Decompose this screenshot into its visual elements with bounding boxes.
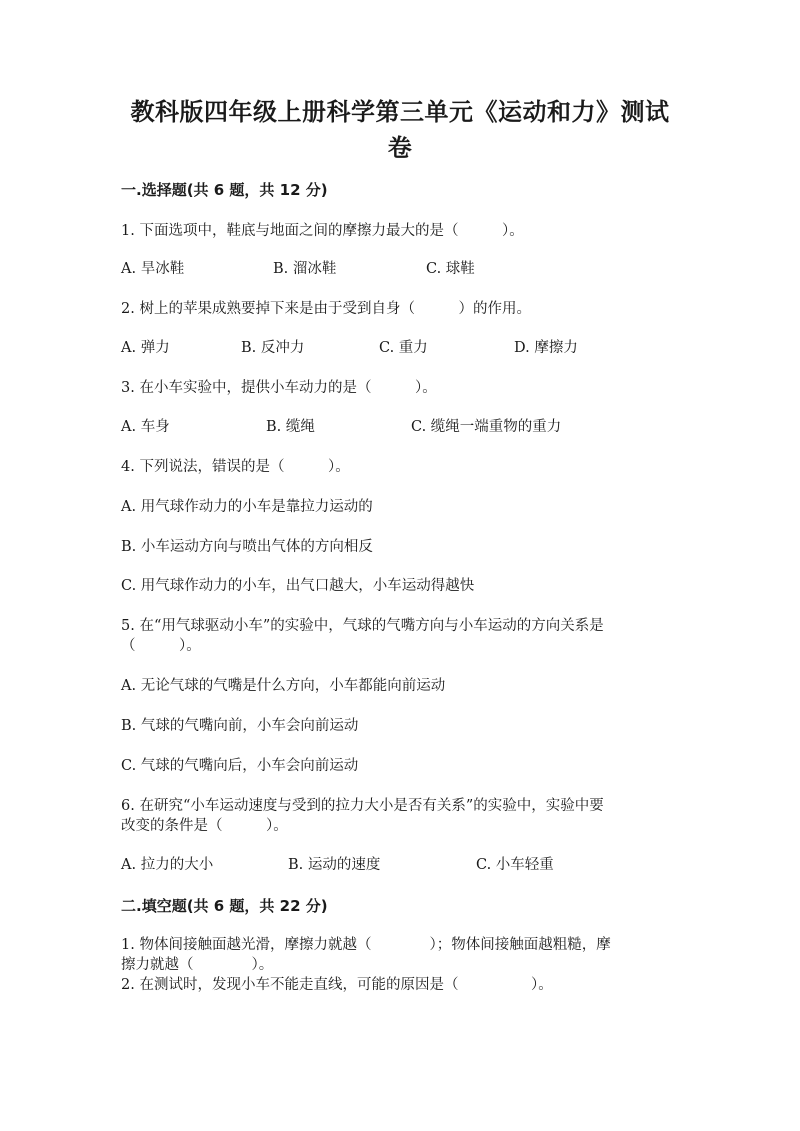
question-4-option-c: C. 用气球作动力的小车，出气口越大，小车运动得越快: [121, 578, 475, 594]
option-b: B. 缆绳: [266, 419, 315, 435]
question-2-options: [121, 338, 681, 358]
section-heading-fill-in: 二.填空题(共 6 题，共 22 分): [121, 897, 328, 915]
option-a: A. 旱冰鞋: [121, 261, 185, 277]
fill-question-1: [121, 935, 681, 975]
question-6: [121, 796, 681, 836]
fill-question-2: 2. 在测试时，发现小车不能走直线，可能的原因是（ ）。: [121, 977, 553, 993]
question-5-option-a: A. 无论气球的气嘴是什么方向，小车都能向前运动: [121, 678, 446, 694]
option-a: A. 车身: [121, 419, 170, 435]
question-2: 2. 树上的苹果成熟要掉下来是由于受到自身（ ）的作用。: [121, 301, 531, 317]
question-6-options: [121, 855, 681, 875]
option-a: A. 弹力: [121, 340, 170, 356]
question-6-line-2: 改变的条件是（ ）。: [121, 818, 288, 834]
question-4-option-a: A. 用气球作动力的小车是靠拉力运动的: [121, 499, 373, 515]
fill-question-1-line-2: 擦力就越（ ）。: [121, 957, 274, 973]
exam-title: [120, 94, 680, 166]
option-c: C. 球鞋: [426, 261, 475, 277]
option-c: C. 重力: [379, 340, 428, 356]
question-6-line-1: 6. 在研究“小车运动速度与受到的拉力大小是否有关系”的实验中，实验中要: [121, 798, 604, 814]
question-3-options: [121, 417, 681, 437]
question-5-line-1: 5. 在“用气球驱动小车”的实验中，气球的气嘴方向与小车运动的方向关系是: [121, 618, 604, 634]
section-heading-multiple-choice: 一.选择题(共 6 题，共 12 分): [121, 181, 328, 199]
option-c: C. 缆绳一端重物的重力: [411, 419, 562, 435]
option-b: B. 反冲力: [241, 340, 305, 356]
question-5: [121, 616, 681, 656]
option-c: C. 小车轻重: [476, 857, 554, 873]
question-5-line-2: （ ）。: [121, 638, 201, 654]
title-line-1: 教科版四年级上册科学第三单元《运动和力》测试: [130, 98, 670, 126]
question-4-option-b: B. 小车运动方向与喷出气体的方向相反: [121, 539, 373, 555]
option-b: B. 运动的速度: [288, 857, 381, 873]
title-line-2: 卷: [387, 134, 413, 162]
question-3: 3. 在小车实验中，提供小车动力的是（ ）。: [121, 380, 437, 396]
question-1-options: [121, 259, 681, 279]
question-4: 4. 下列说法，错误的是（ ）。: [121, 459, 350, 475]
option-a: A. 拉力的大小: [121, 857, 214, 873]
fill-question-1-line-1: 1. 物体间接触面越光滑，摩擦力就越（ ）；物体间接触面越粗糙，摩: [121, 937, 611, 953]
option-d: D. 摩擦力: [514, 340, 578, 356]
question-5-option-c: C. 气球的气嘴向后，小车会向前运动: [121, 758, 359, 774]
question-5-option-b: B. 气球的气嘴向前，小车会向前运动: [121, 718, 359, 734]
option-b: B. 溜冰鞋: [273, 261, 337, 277]
question-1: 1. 下面选项中，鞋底与地面之间的摩擦力最大的是（ ）。: [121, 223, 524, 239]
